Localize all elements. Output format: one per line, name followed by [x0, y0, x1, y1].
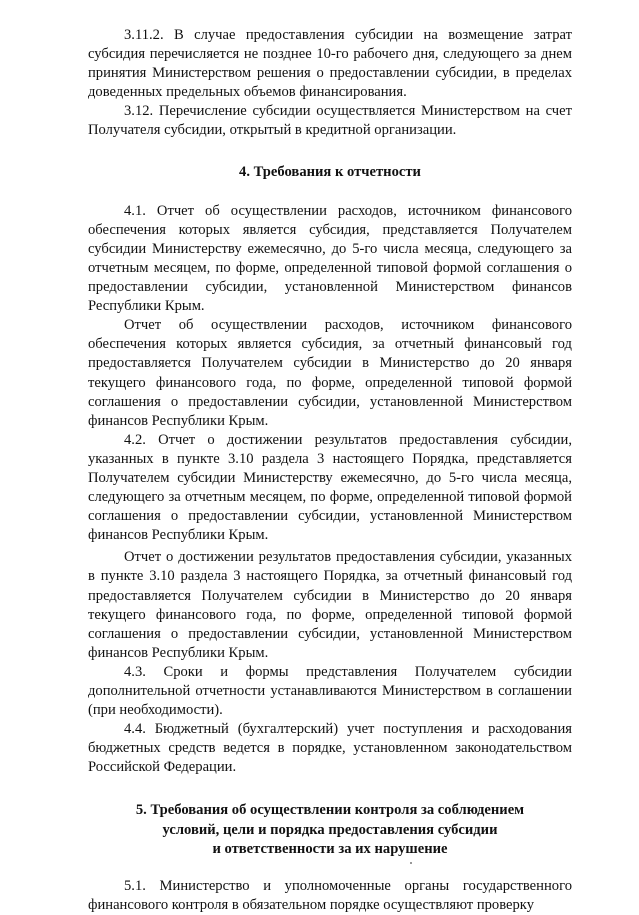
paragraph-4-4: 4.4. Бюджетный (бухгалтерский) учет поступления и расходования бюджетных средств ведется в порядке, установленном законодательством Российской Федерации. — [88, 721, 572, 776]
paragraph-4-2-annual: Отчет о достижении результатов предоставления субсидии, указанных в пункте 3.10 раздела 3 настоящего Порядка, за отчетный финансовый год предоставляется Получателем субсидии в Министерство до 20 января текущего финансового года, по форме, определенной типовой формой соглашения о предоставлении субсидии, установленной Министерством финансов Республики Крым. — [88, 549, 572, 661]
paragraph-3-12: 3.12. Перечисление субсидии осуществляется Министерством на счет Получателя субсидии, открытый в кредитной организации. — [88, 103, 572, 139]
document-page — [88, 26, 572, 915]
paragraph-4-1: 4.1. Отчет об осуществлении расходов, источником финансового обеспечения которых является субсидия, представляется Получателем субсидии Министерству ежемесячно, до 5-го числа месяца, следующего за отчетным месяцем, по форме, определенной типовой формой соглашения о предоставлении субсидии, установленной Министерством финансов Республики Крым. — [88, 202, 572, 315]
paragraph-4-3: 4.3. Сроки и формы представления Получателем субсидии дополнительной отчетности устанавливаются Министерством в соглашении (при необходимости). — [88, 663, 572, 719]
paragraph-5-1: 5.1. Министерство и уполномоченные органы государственного финансового контроля в обязательном порядке осуществляют проверку — [88, 877, 572, 913]
section-4-heading: 4. Требования к отчетности — [239, 163, 421, 180]
scan-speck — [410, 862, 412, 864]
section-5-heading-line-3: и ответственности за их нарушение — [212, 840, 448, 857]
section-5-heading-line-2: условий, цели и порядка предоставления субсидии — [162, 821, 498, 838]
section-5-heading — [88, 801, 572, 858]
paragraph-4-2: 4.2. Отчет о достижении результатов предоставления субсидии, указанных в пункте 3.10 раздела 3 настоящего Порядка, представляется Получателем субсидии Министерству ежемесячно, до 5-го числа месяца, следующего за отчетным месяцем, по форме, определенной типовой формой соглашения о предоставлении субсидии, установленной Министерством финансов Республики Крым. — [88, 431, 572, 544]
section-5-heading-line-1: 5. Требования об осуществлении контроля за соблюдением — [135, 802, 525, 819]
paragraph-3-11-2: 3.11.2. В случае предоставления субсидии на возмещение затрат субсидия перечисляется не позднее 10-го рабочего дня, следующего за днем принятия Министерством решения о предоставлении субсидии, в пределах доведенных предельных объемов финансирования. — [88, 27, 572, 101]
paragraph-4-1-annual: Отчет об осуществлении расходов, источником финансового обеспечения которых является субсидия, за отчетный финансовый год предоставляется Получателем субсидии в Министерство до 20 января текущего финансового года, по форме, определенной типовой формой соглашения о предоставлении субсидии, установленной Министерством финансов Республики Крым. — [88, 317, 572, 429]
